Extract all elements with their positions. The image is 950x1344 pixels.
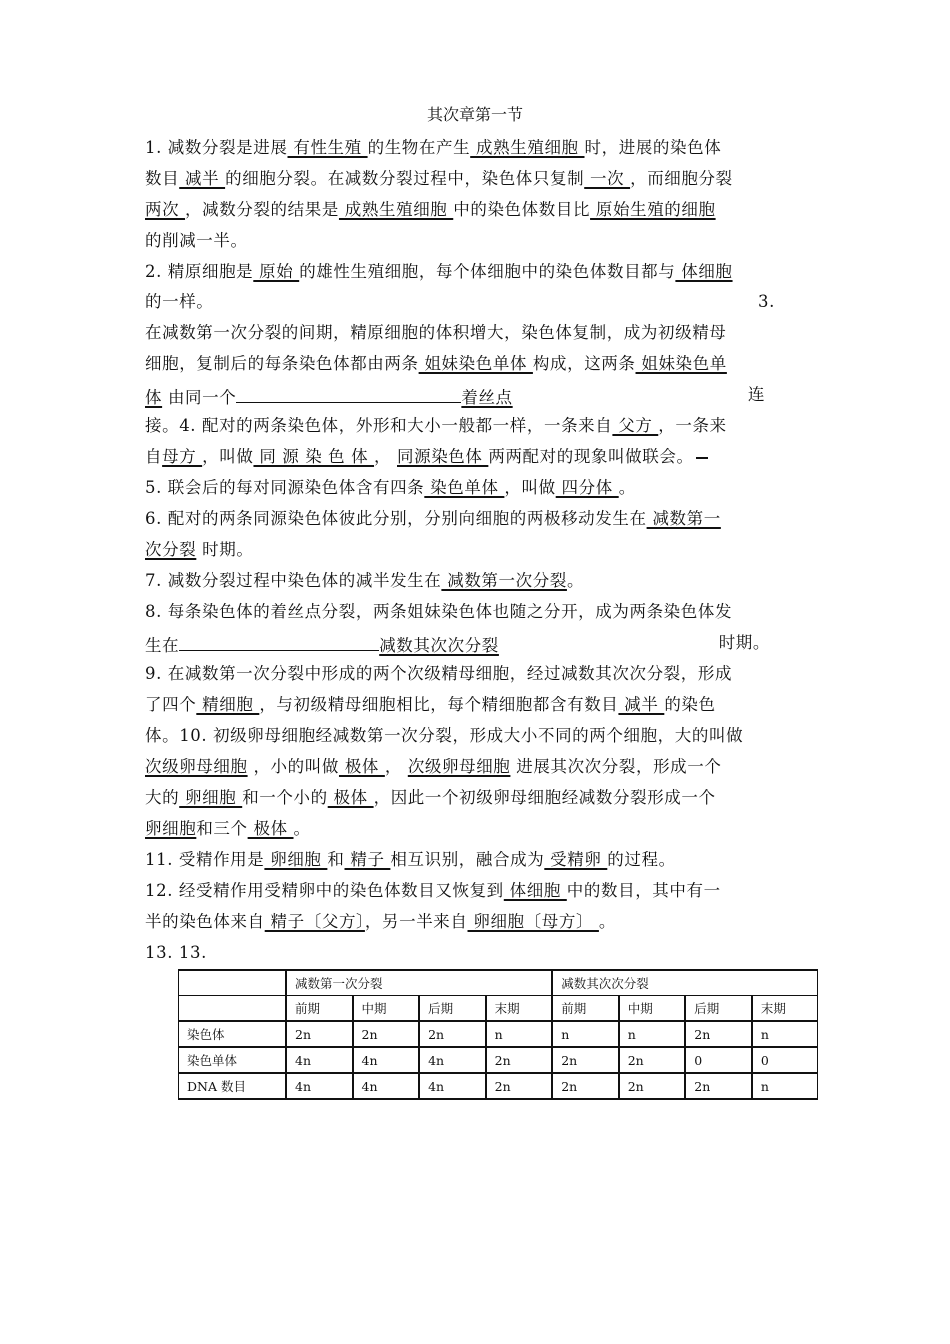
answer-blank: 减半 <box>618 695 665 714</box>
answer-blank: 减半 <box>179 169 226 188</box>
text: 的雄性生殖细胞，每个体细胞中的染色体数目都与 <box>299 262 676 281</box>
table-row <box>179 1021 818 1047</box>
table-corner-cell <box>179 970 287 996</box>
table-cell: 2n <box>353 1021 420 1047</box>
text: 由同一个 <box>162 388 237 407</box>
answer-blank: 次级卵母细胞 <box>145 757 248 776</box>
table-cell: 2n <box>486 1073 553 1099</box>
text: 时期。 <box>196 540 254 559</box>
table-cell: 2n <box>552 1073 619 1099</box>
q10-line-2 <box>145 756 815 778</box>
answer-blank: 姐妹染色单体 <box>418 354 533 373</box>
q9-line-2 <box>145 694 815 716</box>
answer-blank: 成熟生殖细胞 <box>338 200 454 219</box>
q2-line-1 <box>145 261 815 283</box>
text: 。 <box>566 571 585 590</box>
table-cell: 2n <box>286 1021 353 1047</box>
answer-blank: 次分裂 <box>145 540 197 559</box>
table-row-label: 染色体 <box>179 1021 287 1047</box>
q1-line-2 <box>145 168 815 190</box>
table-cell: 4n <box>353 1073 420 1099</box>
text: ，与初级精母细胞相比，每个精细胞都含有数目 <box>259 695 619 714</box>
table-cell: 4n <box>419 1047 486 1073</box>
table-phase-header: 中期 <box>353 996 420 1022</box>
table-row-label: DNA 数目 <box>179 1073 287 1099</box>
table-cell: n <box>752 1073 818 1099</box>
text: 相互识别，融合成为 <box>390 850 545 869</box>
text: 11. 受精作用是 <box>145 850 265 869</box>
text: 2. 精原细胞是 <box>145 262 254 281</box>
text: 6. 配对的两条同源染色体彼此分别，分别向细胞的两极移动发生在 <box>145 509 647 528</box>
text: 构成，这两条 <box>532 354 636 373</box>
text: 和一个小的 <box>242 788 328 807</box>
table-cell: 4n <box>286 1073 353 1099</box>
text: 的一样。 <box>145 292 214 311</box>
table-phase-header: 末期 <box>752 996 818 1022</box>
q12-line-2 <box>145 911 815 933</box>
table-cell: n <box>552 1021 619 1047</box>
text: 两两配对的现象叫做联会。 <box>488 447 694 466</box>
text: ， <box>384 757 408 776</box>
text: ，因此一个初级卵母细胞经减数分裂形成一个 <box>373 788 716 807</box>
table-cell: 2n <box>685 1073 752 1099</box>
text: 了四个 <box>145 695 197 714</box>
table-phase-header-row <box>179 996 818 1022</box>
table-cell: 0 <box>752 1047 818 1073</box>
text: 的生物在产生 <box>367 138 471 157</box>
q1-line-4: 的削减一半。 <box>145 231 248 250</box>
text: 中的数目，其中有一 <box>566 881 721 900</box>
table-phase-header: 前期 <box>552 996 619 1022</box>
answer-blank: 一次 <box>584 169 631 188</box>
table-row <box>179 1047 818 1073</box>
text: 的过程。 <box>607 850 676 869</box>
q6-line-1 <box>145 508 815 530</box>
text: 连 <box>747 385 765 404</box>
text: 。 <box>598 912 617 931</box>
text: 进展其次次分裂，形成一个 <box>510 757 722 776</box>
table-phase-header: 后期 <box>419 996 486 1022</box>
table-corner-cell <box>179 996 287 1022</box>
q10-line-1: 体。10. 初级卵母细胞经减数第一次分裂，形成大小不同的两个细胞，大的叫做 <box>145 726 744 745</box>
text: ，叫做 <box>202 447 254 466</box>
text: 。 <box>618 478 636 497</box>
table-cell: 2n <box>419 1021 486 1047</box>
answer-blank: 卵细胞 <box>145 819 197 838</box>
text: ，小的叫做 <box>247 757 339 776</box>
answer-blank: 精子〔父方〕 <box>264 912 365 931</box>
q3-line-1: 在减数第一次分裂的间期，精原细胞的体积增大，染色体复制，成为初级精母 <box>145 323 727 342</box>
answer-blank: 卵细胞〔母方〕 <box>467 912 599 931</box>
answer-blank: 姐妹染色单 <box>635 354 727 373</box>
answer-blank: 四分体 <box>555 478 619 497</box>
table-phase-header: 后期 <box>685 996 752 1022</box>
q7-line <box>145 570 815 592</box>
text: ，一条来 <box>658 416 727 435</box>
answer-blank: 体 <box>145 388 163 407</box>
table-cell: 4n <box>353 1047 420 1073</box>
text: ，叫做 <box>504 478 556 497</box>
answer-blank: 原始 <box>253 262 300 281</box>
answer-blank: 受精卵 <box>544 850 608 869</box>
answer-blank: 卵细胞 <box>264 850 328 869</box>
table-group-header-row <box>179 970 818 996</box>
text: ， <box>374 447 397 466</box>
answer-blank: 次级卵母细胞 <box>407 757 511 776</box>
text: ，减数分裂的结果是 <box>185 200 339 219</box>
text: 1. 减数分裂是进展 <box>145 138 288 157</box>
q9-line-1: 9. 在减数第一次分裂中形成的两个次级精母细胞，经过减数其次次分裂，形成 <box>145 664 733 683</box>
table-cell: 2n <box>685 1021 752 1047</box>
text: 和 <box>327 850 345 869</box>
q8-line-1: 8. 每条染色体的着丝点分裂，两条姐妹染色体也随之分开，成为两条染色体发 <box>145 602 733 621</box>
text: 自 <box>145 447 163 466</box>
text: 时，进展的染色体 <box>584 138 722 157</box>
table-cell: 2n <box>619 1047 686 1073</box>
text: 中的染色体数目比 <box>453 200 591 219</box>
text: ，另一半来自 <box>364 912 468 931</box>
table-cell: 0 <box>685 1047 752 1073</box>
answer-blank: 同 源 染 色 体 <box>253 447 375 466</box>
table-group-header: 减数其次次分裂 <box>552 970 817 996</box>
text: ，而细胞分裂 <box>630 169 733 188</box>
q12-line-1 <box>145 880 815 902</box>
text: 和三个 <box>196 819 248 838</box>
text: 。 <box>293 819 311 838</box>
answer-blank-line <box>236 384 461 403</box>
answer-blank: 极体 <box>338 757 385 776</box>
section-title: 其次章第一节 <box>426 105 523 124</box>
q8-line-2 <box>145 632 815 657</box>
dash-mark <box>696 457 708 459</box>
text: 半的染色体来自 <box>145 912 265 931</box>
answer-blank: 极体 <box>247 819 294 838</box>
q11-line <box>145 849 815 871</box>
answer-blank: 精细胞 <box>196 695 260 714</box>
table-cell: 4n <box>419 1073 486 1099</box>
text: 12. 经受精作用受精卵中的染色体数目又恢复到 <box>145 881 504 900</box>
answer-blank: 着丝点 <box>461 388 513 407</box>
table-cell: n <box>752 1021 818 1047</box>
answer-blank: 父方 <box>612 416 659 435</box>
table-group-header: 减数第一次分裂 <box>286 970 552 996</box>
q1-line-3 <box>145 199 815 221</box>
q4-line-2 <box>145 446 815 468</box>
answer-blank: 卵细胞 <box>179 788 243 807</box>
q3-line-2 <box>145 353 815 375</box>
answer-blank: 有性生殖 <box>287 138 368 157</box>
answer-blank: 精子 <box>344 850 391 869</box>
table-row <box>179 1073 818 1099</box>
text: 生在 <box>145 636 180 655</box>
table-phase-header: 前期 <box>286 996 353 1022</box>
text: 大的 <box>145 788 180 807</box>
answer-blank: 两次 <box>145 200 186 219</box>
table-cell: n <box>619 1021 686 1047</box>
q4-line-1 <box>145 415 815 437</box>
q5-line <box>145 477 815 499</box>
answer-blank: 同源染色体 <box>397 447 489 466</box>
answer-blank: 原始生殖的细胞 <box>590 200 716 219</box>
table-cell: 2n <box>552 1047 619 1073</box>
answer-blank: 体细胞 <box>675 262 733 281</box>
q6-line-2 <box>145 539 815 561</box>
table-cell: 2n <box>619 1073 686 1099</box>
q10-line-4 <box>145 818 815 840</box>
table-phase-header: 末期 <box>486 996 553 1022</box>
answer-blank-line <box>179 632 379 651</box>
answer-blank: 体细胞 <box>503 881 567 900</box>
q13-label: 13. 13. <box>145 943 207 962</box>
text: 的染色 <box>664 695 716 714</box>
table-cell: 4n <box>286 1047 353 1073</box>
text: 时期。 <box>718 633 770 652</box>
q10-line-3 <box>145 787 815 809</box>
text: 7. 减数分裂过程中染色体的减半发生在 <box>145 571 442 590</box>
table-cell: n <box>486 1021 553 1047</box>
answer-blank: 母方 <box>162 447 203 466</box>
answer-blank: 极体 <box>327 788 374 807</box>
q1-line-1 <box>145 137 815 159</box>
answer-blank: 染色单体 <box>424 478 505 497</box>
q2-line-2 <box>145 291 815 313</box>
text: 接。4. 配对的两条染色体，外形和大小一般都一样，一条来自 <box>145 416 613 435</box>
answer-blank: 减数其次次分裂 <box>379 636 499 655</box>
table-cell: 2n <box>486 1047 553 1073</box>
answer-blank: 减数第一 <box>646 509 721 528</box>
q3-number: 3. <box>758 292 775 311</box>
answer-blank: 减数第一次分裂 <box>441 571 567 590</box>
text: 5. 联会后的每对同源染色体含有四条 <box>145 478 425 497</box>
table-row-label: 染色单体 <box>179 1047 287 1073</box>
q3-line-3 <box>145 384 815 409</box>
text: 的细胞分裂。在减数分裂过程中，染色体只复制 <box>225 169 585 188</box>
meiosis-table <box>178 969 818 1100</box>
answer-blank: 成熟生殖细胞 <box>470 138 585 157</box>
text: 细胞，复制后的每条染色体都由两条 <box>145 354 419 373</box>
text: 数目 <box>145 169 180 188</box>
table-phase-header: 中期 <box>619 996 686 1022</box>
